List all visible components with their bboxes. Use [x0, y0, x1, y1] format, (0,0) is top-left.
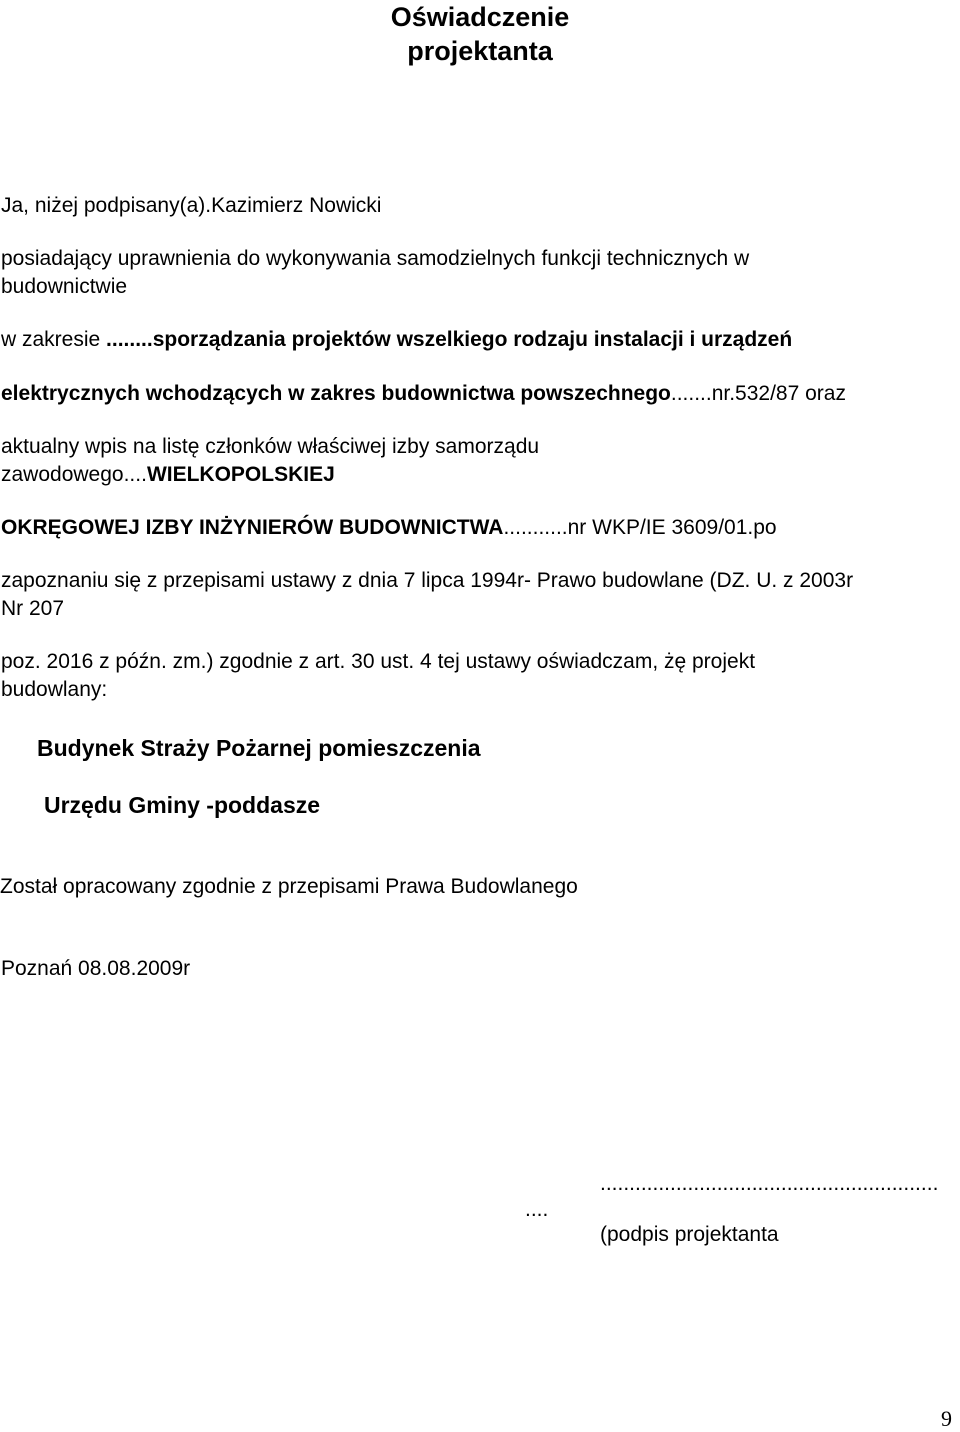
document-title-line-2: projektanta: [407, 36, 553, 66]
chamber-name: WIELKOPOLSKIEJ: [146, 463, 335, 486]
project-name-line-2: Urzędu Gminy -poddasze: [44, 792, 321, 818]
membership-number: ...........nr WKP/IE 3609/01.po: [503, 516, 777, 539]
project-name-line-1: Budynek Straży Pożarnej pomieszczenia: [37, 735, 481, 761]
chamber-prefix: zawodowego....: [1, 463, 147, 486]
document-title-line-1: Oświadczenie: [390, 2, 570, 32]
scope-prefix: w zakresie: [1, 328, 107, 351]
qualifications-line-cont: budownictwie: [1, 275, 128, 298]
scope-line: [1, 326, 792, 353]
place-date: Poznań 08.08.2009r: [1, 957, 191, 980]
chamber-line: [1, 461, 335, 488]
scope-line-cont: [1, 380, 846, 407]
chamber-entry-line: aktualny wpis na listę członków właściwej izby samorządu: [1, 435, 540, 458]
license-number: .......nr.532/87 oraz: [670, 382, 846, 405]
page-number: 9: [941, 1406, 952, 1431]
conclusion-text: Został opracowany zgodnie z przepisami Prawa Budowlanego: [0, 875, 578, 898]
signature-left-dots: ....: [525, 1198, 549, 1221]
law-reference-line: zapoznaniu się z przepisami ustawy z dnia 7 lipca 1994r- Prawo budowlane (DZ. U. z 2003r: [1, 569, 854, 592]
declaration-line: poz. 2016 z późn. zm.) zgodnie z art. 30 ust. 4 tej ustawy oświadczam, żę projekt: [1, 650, 756, 673]
scope-text-cont: elektrycznych wchodzących w zakres budownictwa powszechnego: [1, 382, 671, 405]
signature-label: (podpis projektanta: [600, 1223, 779, 1246]
qualifications-line: posiadający uprawnienia do wykonywania samodzielnych funkcji technicznych w: [1, 247, 750, 270]
chamber-name-cont: OKRĘGOWEJ IZBY INŻYNIERÓW BUDOWNICTWA: [1, 516, 504, 539]
signature-line: ..........................................................: [600, 1172, 939, 1195]
chamber-line-cont: [1, 514, 777, 541]
declaration-line-cont: budowlany:: [1, 678, 108, 701]
declarant-line: Ja, niżej podpisany(a).Kazimierz Nowicki: [1, 194, 382, 217]
law-reference-line-cont: Nr 207: [1, 597, 65, 620]
scope-text: ........sporządzania projektów wszelkiego rodzaju instalacji i urządzeń: [106, 328, 793, 351]
document-title: [0, 0, 960, 68]
